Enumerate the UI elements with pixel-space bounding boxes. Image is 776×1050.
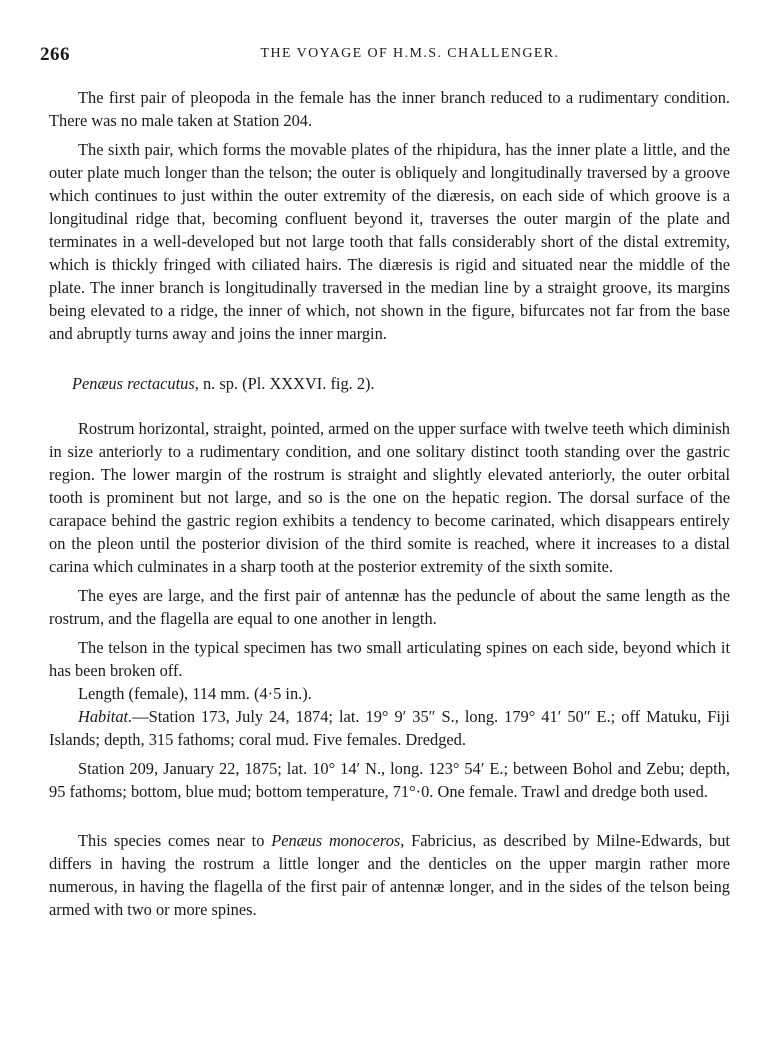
habitat-label: Habitat. — [78, 707, 133, 727]
paragraph-station-209: Station 209, January 22, 1875; lat. 10° 14′ N., long. 123° 54′ E.; between Bohol and Zebu; depth, 95 fathoms; bottom, blue mud; bottom temperature, 71°·0. One female. Trawl and dredge both used. — [49, 759, 730, 802]
comparison-text: , Fabricius, as described by Milne-Edwards, but differs in having the rostrum a little longer and the denticles on the upper margin rather more numerous, in having the flagella of the first pair of antennæ longer, and in the sides of the telson being armed with two or more spines. — [49, 831, 730, 920]
habitat-text: —Station 173, July 24, 1874; lat. 19° 9′ 35″ S., long. 179° 41′ 50″ E.; off Matuku, Fiji Islands; depth, 315 fathoms; coral mud. Five females. Dredged. — [49, 707, 730, 750]
paragraph-telson: The telson in the typical specimen has two small articulating spines on each side, beyond which it has been broken off. — [49, 637, 730, 681]
paragraph-habitat — [49, 705, 730, 751]
paragraph-length: Length (female), 114 mm. (4·5 in.). — [78, 684, 312, 704]
body-text — [49, 86, 730, 922]
species-heading — [72, 372, 730, 395]
running-header — [40, 44, 730, 70]
comparison-species: Penæus monoceros — [271, 831, 401, 851]
paragraph-comparison — [49, 829, 730, 921]
species-reference: , n. sp. (Pl. XXXVI. fig. 2). — [194, 373, 375, 393]
comparison-intro: This species comes near to — [78, 831, 272, 851]
paragraph-pleopoda: The first pair of pleopoda in the female has the inner branch reduced to a rudimentary condition. There was no male taken at Station 204. — [49, 88, 730, 131]
paragraph-eyes: The eyes are large, and the first pair of antennæ has the peduncle of about the same length as the rostrum, and the flagella are equal to one another in length. — [49, 585, 730, 628]
page-number: 266 — [40, 44, 70, 65]
species-name: Penæus rectacutus — [72, 373, 195, 393]
running-title: THE VOYAGE OF H.M.S. CHALLENGER. — [260, 46, 560, 61]
paragraph-sixth-pair: The sixth pair, which forms the movable plates of the rhipidura, has the inner plate a little, and the outer plate much longer than the telson; the outer is obliquely and longitudinally traversed by a groove which continues to just within the outer extremity of the diæresis, on each side of which groove is a longitudinal ridge that, becoming confluent beyond it, traverses the outer margin of the plate and terminates in a well-developed but not large tooth that falls considerably short of the distal extremity, which is thickly fringed with ciliated hairs. The diæresis is rigid and situated near the middle of the plate. The inner branch is longitudinally traversed in the median line by a straight groove, its margins being elevated to a ridge, the inner of which, not shown in the figure, bifurcates not far from the base and abruptly turns away and joins the inner margin. — [49, 140, 730, 344]
paragraph-rostrum: Rostrum horizontal, straight, pointed, armed on the upper surface with twelve teeth which diminish in size anteriorly to a rudimentary condition, and one solitary distinct tooth standing over the gastric region. The lower margin of the rostrum is straight and slightly elevated anteriorly, the outer orbital tooth is prominent but not large, and so is the one on the hepatic region. The dorsal surface of the carapace behind the gastric region exhibits a tendency to become carinated, which disappears entirely on the pleon until the posterior division of the third somite is reached, where it increases to a distal carina which culminates in a sharp tooth at the posterior extremity of the sixth somite. — [49, 418, 730, 576]
